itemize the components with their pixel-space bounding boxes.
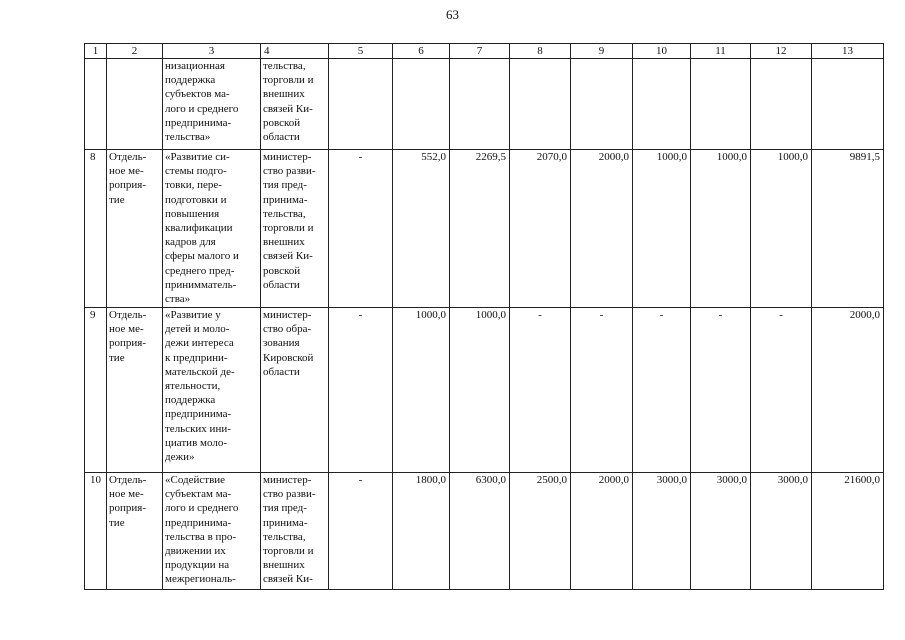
amount-cell	[393, 59, 450, 150]
amount-cell: 9891,5	[812, 150, 884, 308]
event-type-cell: Отдель- ное ме- роприя- тие	[107, 308, 163, 473]
executor-cell: министер- ство разви- тия пред- принима- тельства, торговли и внешних связей Ки- ровской области	[261, 150, 329, 308]
header-cell: 11	[691, 44, 751, 59]
header-cell: 1	[85, 44, 107, 59]
header-cell: 8	[510, 44, 571, 59]
amount-cell: 2500,0	[510, 473, 571, 590]
amount-cell: 1000,0	[450, 308, 510, 473]
header-cell: 12	[751, 44, 812, 59]
executor-cell: министер- ство разви- тия пред- принима- тельства, торговли и внешних связей Ки-	[261, 473, 329, 590]
amount-cell	[571, 59, 633, 150]
event-name-cell: «Развитие у детей и моло- дежи интереса к предприни- мательской де- ятельности, поддержка предпринима- тельских ини- циатив моло- дежи»	[163, 308, 261, 473]
amount-cell	[812, 59, 884, 150]
table-row	[85, 473, 884, 590]
amount-cell: 1800,0	[393, 473, 450, 590]
event-type-cell	[107, 59, 163, 150]
event-name-cell: «Содействие субъектам ма- лого и среднего предпринима- тельства в про- движении их продукции на межрегиональ-	[163, 473, 261, 590]
amount-cell	[691, 59, 751, 150]
row-number-cell	[85, 59, 107, 150]
event-type-cell: Отдель- ное ме- роприя- тие	[107, 473, 163, 590]
event-name-cell: низационная поддержка субъектов ма- лого и среднего предпринима- тельства»	[163, 59, 261, 150]
header-cell: 13	[812, 44, 884, 59]
header-cell: 5	[329, 44, 393, 59]
amount-cell: 3000,0	[633, 473, 691, 590]
amount-cell: 1000,0	[751, 150, 812, 308]
executor-cell: тельства, торговли и внешних связей Ки- ровской области	[261, 59, 329, 150]
amount-cell	[751, 59, 812, 150]
amount-cell: -	[329, 473, 393, 590]
amount-cell: 2269,5	[450, 150, 510, 308]
amount-cell	[510, 59, 571, 150]
header-cell: 6	[393, 44, 450, 59]
page-number: 63	[446, 7, 459, 22]
amount-cell: -	[691, 308, 751, 473]
amount-cell: 6300,0	[450, 473, 510, 590]
amount-cell: 2000,0	[571, 150, 633, 308]
table-row	[85, 150, 884, 308]
amount-cell: 1000,0	[633, 150, 691, 308]
amount-cell: 3000,0	[751, 473, 812, 590]
header-cell: 3	[163, 44, 261, 59]
amount-cell: -	[329, 150, 393, 308]
event-name-cell: «Развитие си- стемы подго- товки, пере- подготовки и повышения квалификации кадров для сферы малого и среднего пред- принимматель- ства»	[163, 150, 261, 308]
row-number-cell: 9	[85, 308, 107, 473]
budget-table	[84, 43, 884, 590]
amount-cell: 3000,0	[691, 473, 751, 590]
table-row	[85, 308, 884, 473]
amount-cell: 2070,0	[510, 150, 571, 308]
amount-cell: -	[633, 308, 691, 473]
amount-cell: 1000,0	[691, 150, 751, 308]
amount-cell: 552,0	[393, 150, 450, 308]
amount-cell: -	[329, 308, 393, 473]
header-cell: 9	[571, 44, 633, 59]
header-cell: 10	[633, 44, 691, 59]
amount-cell: 1000,0	[393, 308, 450, 473]
amount-cell: -	[751, 308, 812, 473]
event-type-cell: Отдель- ное ме- роприя- тие	[107, 150, 163, 308]
amount-cell: 21600,0	[812, 473, 884, 590]
row-number-cell: 8	[85, 150, 107, 308]
amount-cell: -	[510, 308, 571, 473]
executor-cell: министер- ство обра- зования Кировской области	[261, 308, 329, 473]
amount-cell: -	[571, 308, 633, 473]
header-cell: 2	[107, 44, 163, 59]
amount-cell	[450, 59, 510, 150]
amount-cell	[329, 59, 393, 150]
header-row	[85, 44, 884, 59]
row-number-cell: 10	[85, 473, 107, 590]
amount-cell	[633, 59, 691, 150]
amount-cell: 2000,0	[571, 473, 633, 590]
amount-cell: 2000,0	[812, 308, 884, 473]
header-cell: 7	[450, 44, 510, 59]
table-body	[85, 59, 884, 590]
table-row	[85, 59, 884, 150]
header-cell: 4	[261, 44, 329, 59]
